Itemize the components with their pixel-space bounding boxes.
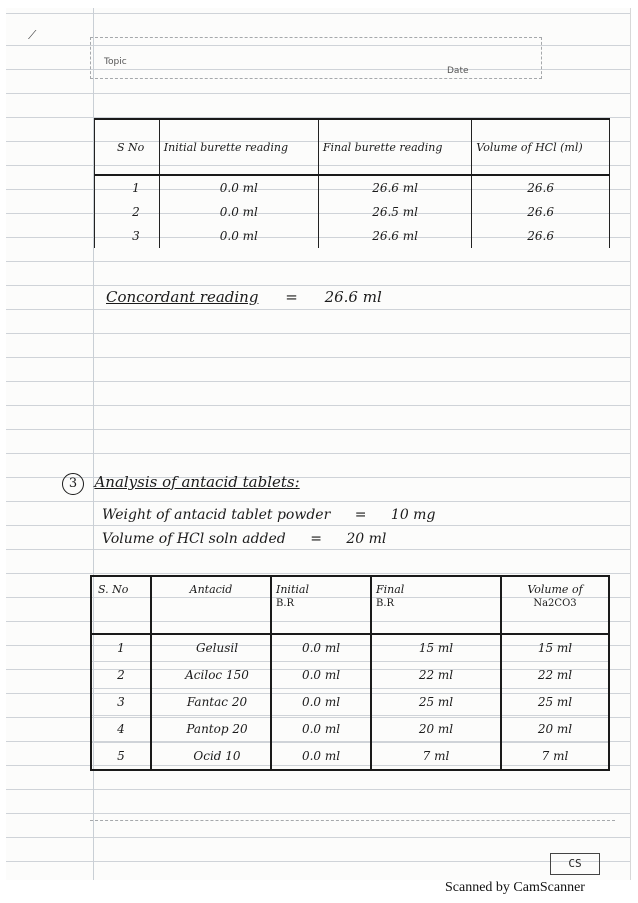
col-final-header (371, 576, 501, 634)
cell-sno: 2 (91, 662, 151, 689)
section-number: 3 (62, 473, 84, 495)
cell-initial: 0.0 ml (159, 200, 318, 224)
cell-initial: 0.0 ml (271, 743, 371, 771)
concordant-equals: = (285, 288, 298, 306)
cell-volume: 25 ml (501, 689, 609, 716)
table-row (91, 662, 609, 689)
weight-line (102, 507, 435, 523)
cell-volume: 26.6 (472, 175, 610, 200)
cell-volume: 22 ml (501, 662, 609, 689)
cell-initial: 0.0 ml (271, 634, 371, 662)
concordant-label: Concordant reading (106, 288, 259, 306)
table-header-row (95, 119, 610, 175)
section-title (62, 473, 300, 495)
cell-initial: 0.0 ml (271, 662, 371, 689)
cell-antacid: Aciloc 150 (151, 662, 271, 689)
cell-antacid: Pantop 20 (151, 716, 271, 743)
cell-final: 7 ml (371, 743, 501, 771)
volume-value: 20 ml (346, 531, 387, 547)
col-volume-header (501, 576, 609, 634)
table-row (95, 175, 610, 200)
col-initial-subheader: B.R (276, 598, 295, 609)
cell-sno: 2 (95, 200, 160, 224)
date-label: Date (447, 66, 469, 76)
weight-value: 10 mg (390, 507, 436, 523)
table-row (95, 200, 610, 224)
antacid-analysis-table (90, 575, 610, 771)
col-sno-header: S No (95, 119, 160, 175)
cell-volume: 20 ml (501, 716, 609, 743)
cell-final: 22 ml (371, 662, 501, 689)
cell-final: 15 ml (371, 634, 501, 662)
scanned-by-text: Scanned by CamScanner (445, 880, 585, 895)
burette-readings-table (94, 118, 610, 248)
cell-initial: 0.0 ml (159, 224, 318, 248)
col-volume-header-text: Volume of (527, 583, 583, 596)
cell-volume: 15 ml (501, 634, 609, 662)
col-final-subheader: B.R (376, 598, 395, 609)
col-initial-header (271, 576, 371, 634)
concordant-value: 26.6 ml (324, 288, 382, 306)
col-volume-subheader: Na2CO3 (533, 598, 577, 609)
cell-sno: 5 (91, 743, 151, 771)
table-row (91, 689, 609, 716)
cell-sno: 3 (95, 224, 160, 248)
cell-volume: 26.6 (472, 224, 610, 248)
cell-volume: 26.6 (472, 200, 610, 224)
header-box (90, 37, 542, 79)
table-header-row (91, 576, 609, 634)
table-row (91, 743, 609, 771)
weight-label: Weight of antacid tablet powder (102, 507, 331, 523)
col-antacid-header: Antacid (151, 576, 271, 634)
cell-final: 20 ml (371, 716, 501, 743)
corner-mark-icon: ⟋ (28, 28, 37, 42)
cell-volume: 7 ml (501, 743, 609, 771)
col-sno-header: S. No (91, 576, 151, 634)
volume-line (102, 531, 386, 547)
cell-final: 25 ml (371, 689, 501, 716)
col-initial-header: Initial burette reading (159, 119, 318, 175)
table-row (95, 224, 610, 248)
cell-initial: 0.0 ml (271, 716, 371, 743)
cell-final: 26.5 ml (318, 200, 471, 224)
cell-antacid: Ocid 10 (151, 743, 271, 771)
cell-antacid: Gelusil (151, 634, 271, 662)
table-row (91, 716, 609, 743)
weight-equals: = (354, 507, 367, 523)
cell-initial: 0.0 ml (271, 689, 371, 716)
cell-antacid: Fantac 20 (151, 689, 271, 716)
volume-label: Volume of HCl soln added (102, 531, 286, 547)
col-final-header: Final burette reading (318, 119, 471, 175)
camscanner-badge-icon: CS (550, 853, 600, 875)
cell-final: 26.6 ml (318, 224, 471, 248)
cell-sno: 3 (91, 689, 151, 716)
cell-initial: 0.0 ml (159, 175, 318, 200)
col-initial-header-text: Initial (276, 583, 309, 596)
cell-final: 26.6 ml (318, 175, 471, 200)
col-volume-header: Volume of HCl (ml) (472, 119, 610, 175)
cell-sno: 4 (91, 716, 151, 743)
cell-sno: 1 (95, 175, 160, 200)
cell-sno: 1 (91, 634, 151, 662)
topic-label: Topic (104, 57, 127, 67)
concordant-reading-line (106, 288, 382, 306)
col-final-header-text: Final (376, 583, 405, 596)
volume-equals: = (310, 531, 322, 547)
section-title-text: Analysis of antacid tablets: (94, 473, 300, 491)
table-row (91, 634, 609, 662)
page-footer-box (90, 820, 615, 869)
